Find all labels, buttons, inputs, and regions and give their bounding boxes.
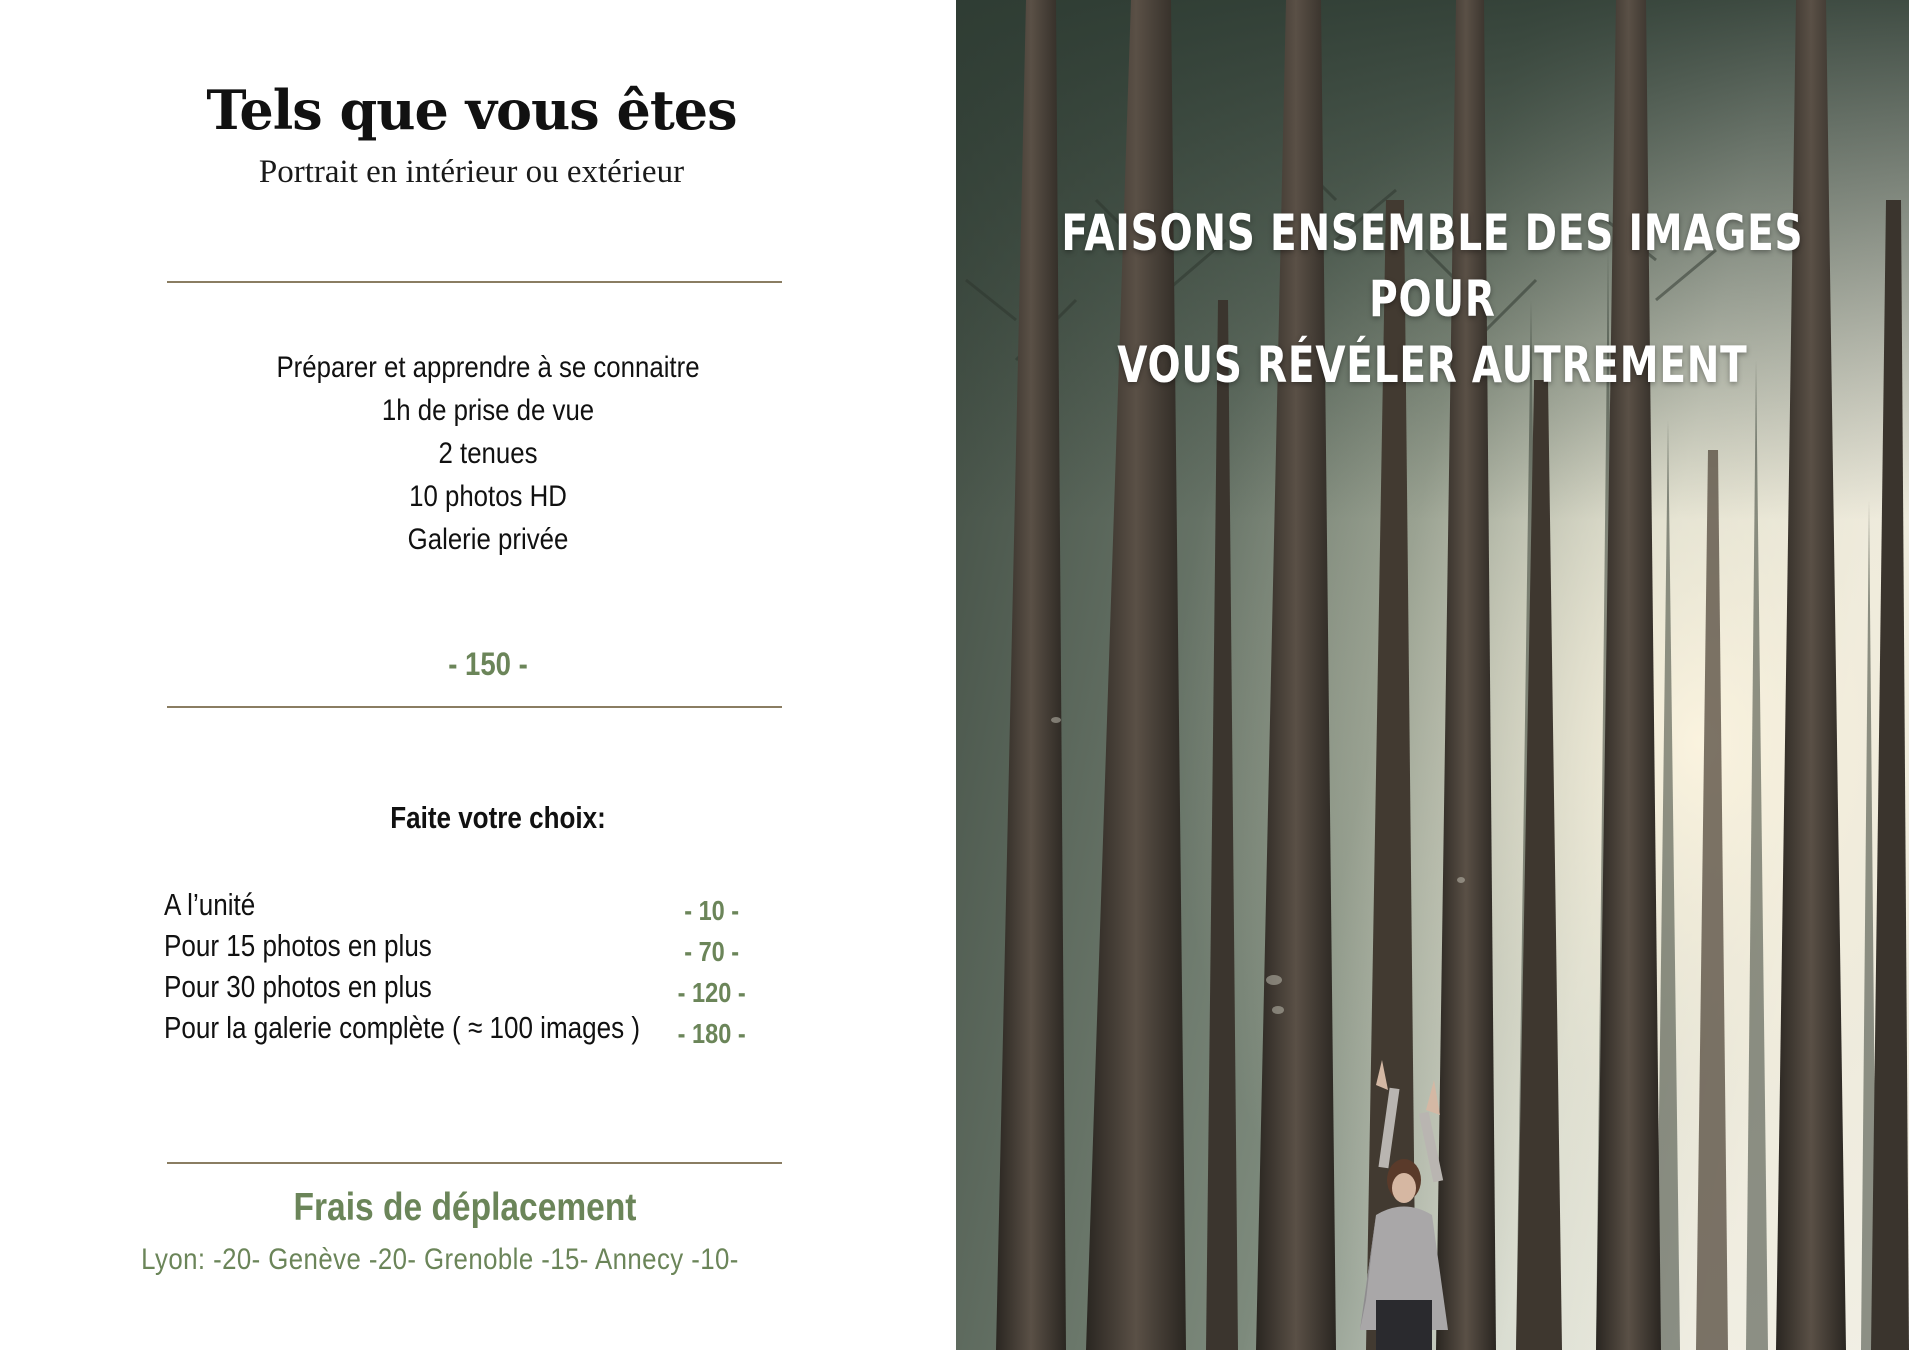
option-label: Pour 15 photos en plus [164, 928, 432, 963]
headline-line: FAISONS ENSEMBLE DES IMAGES POUR [1061, 204, 1804, 328]
feature-item: 1h de prise de vue [381, 394, 595, 427]
travel-fees-title: Frais de déplacement [293, 1186, 637, 1229]
forest-photo [956, 0, 1909, 1350]
option-label: Pour la galerie complète ( ≈ 100 images ) [164, 1010, 641, 1045]
option-price: - 70 - [684, 936, 740, 967]
option-price: - 180 - [677, 1018, 746, 1049]
feature-list [68, 346, 907, 561]
feature-item: Préparer et apprendre à se connaitre [276, 351, 700, 384]
page-subtitle: Portrait en intérieur ou extérieur [258, 154, 685, 190]
option-price: - 10 - [684, 895, 740, 926]
option-label: Pour 30 photos en plus [164, 969, 432, 1004]
headline-line: VOUS RÉVÉLER AUTREMENT [1117, 336, 1748, 394]
divider-bottom [167, 1162, 782, 1164]
option-label: A l’unité [164, 887, 256, 922]
option-row [164, 966, 752, 1007]
option-row [164, 884, 752, 925]
feature-item: 10 photos HD [409, 480, 567, 513]
option-price: - 120 - [677, 977, 746, 1008]
feature-item: 2 tenues [438, 437, 538, 470]
option-row [164, 925, 752, 966]
divider-top [167, 281, 782, 283]
feature-item: Galerie privée [407, 523, 569, 556]
option-row [164, 1007, 752, 1048]
photo-headline [1061, 200, 1804, 398]
travel-fees-list: Lyon: -20- Genève -20- Grenoble -15- Annecy -10- [141, 1243, 739, 1276]
options-list [164, 884, 752, 1048]
divider-middle [167, 706, 782, 708]
main-price: - 150 - [448, 646, 528, 682]
page-title: Tels que vous êtes [206, 78, 737, 142]
choice-heading: Faite votre choix: [390, 800, 606, 835]
